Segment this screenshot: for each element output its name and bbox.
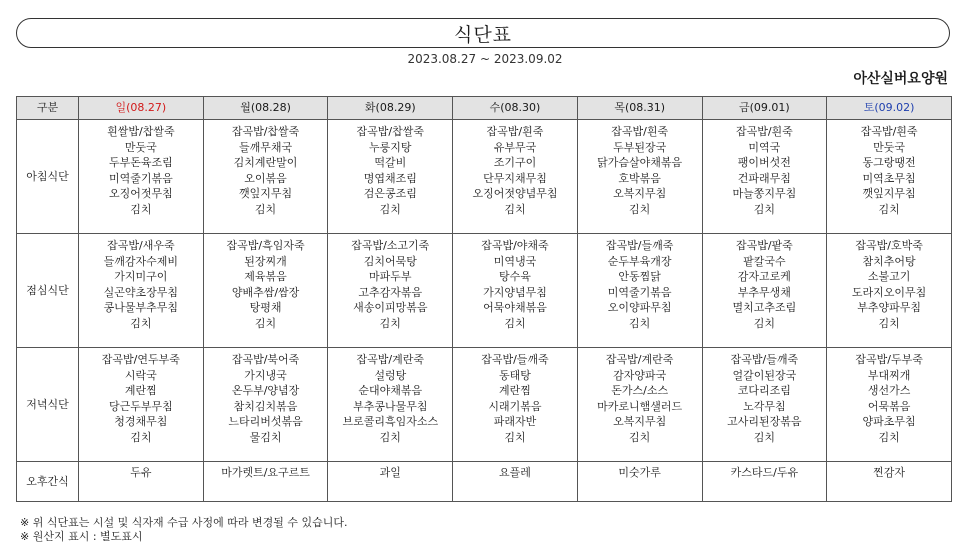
meal-label: 점심식단	[17, 234, 79, 348]
menu-item: 오이볶음	[244, 171, 287, 185]
menu-item: 잡곡밥/두부죽	[855, 353, 923, 366]
snack-cell: 카스타드/두유	[702, 462, 827, 502]
menu-item: 잡곡밥/들깨죽	[730, 353, 799, 366]
menu-cell	[453, 348, 578, 462]
menu-item: 김치	[130, 202, 152, 216]
menu-item: 탕수육	[499, 270, 531, 283]
menu-item: 잡곡밥/계란죽	[356, 353, 424, 366]
menu-item: 김치	[878, 316, 900, 330]
menu-cell	[577, 348, 702, 462]
header-row	[17, 97, 952, 120]
snack-cell: 미숫가루	[577, 462, 702, 502]
menu-item: 깻잎지무침	[238, 187, 293, 200]
menu-item: 안동찜닭	[618, 270, 661, 283]
menu-cell	[702, 234, 827, 348]
menu-item: 양배추쌈/쌈장	[231, 285, 300, 299]
menu-cell	[827, 348, 952, 462]
meal-row	[17, 120, 952, 234]
menu-item: 어묵야채볶음	[483, 301, 547, 314]
menu-item: 누룽지탕	[369, 140, 412, 154]
menu-cell	[827, 234, 952, 348]
menu-item: 시락국	[124, 368, 157, 382]
note-change: ※ 위 식단표는 시설 및 식자재 수급 사정에 따라 변경될 수 있습니다.	[20, 516, 348, 529]
menu-cell	[827, 120, 952, 234]
menu-item: 잡곡밥/야채죽	[481, 239, 549, 252]
menu-item: 잡곡밥/호박죽	[855, 239, 923, 252]
menu-item: 새송이피망볶음	[353, 301, 428, 314]
menu-item: 청경채무침	[114, 415, 168, 428]
menu-item: 김치	[753, 430, 775, 444]
menu-item: 오징어젓무침	[108, 187, 173, 200]
menu-item: 고사리된장볶음	[727, 415, 802, 428]
menu-item: 두부된장국	[613, 140, 667, 154]
menu-cell	[203, 348, 328, 462]
menu-cell	[79, 120, 204, 234]
menu-item: 김치	[504, 316, 526, 330]
menu-item: 김치	[254, 316, 277, 330]
menu-item: 오복지무침	[613, 187, 667, 200]
menu-item: 부대찌개	[867, 368, 911, 382]
menu-item: 미역초무침	[862, 171, 916, 185]
menu-item: 소불고기	[867, 270, 911, 283]
menu-item: 가지미구이	[114, 270, 168, 283]
menu-item: 김치	[878, 202, 900, 216]
menu-item: 부추양파무침	[857, 301, 921, 314]
day-header: 월(08.28)	[203, 97, 328, 120]
day-header: 일(08.27)	[79, 97, 204, 120]
menu-item: 생선가스	[867, 384, 911, 397]
snack-row	[17, 462, 952, 502]
menu-item: 호박볶음	[618, 171, 661, 185]
menu-item: 어묵볶음	[867, 399, 911, 413]
menu-item: 얼갈이된장국	[732, 368, 797, 382]
menu-cell	[79, 234, 204, 348]
menu-item: 들깨무채국	[238, 140, 293, 154]
menu-item: 미역국	[748, 140, 781, 154]
menu-item: 순대야채볶음	[358, 384, 423, 397]
menu-cell	[79, 348, 204, 462]
menu-cell	[577, 120, 702, 234]
menu-item: 물김치	[249, 430, 282, 444]
menu-item: 들깨감자수제비	[103, 254, 179, 268]
menu-item: 김치	[130, 316, 152, 330]
menu-item: 된장찌개	[244, 254, 287, 268]
menu-item: 명엽채조림	[363, 171, 417, 185]
snack-cell: 과일	[328, 462, 453, 502]
day-header: 수(08.30)	[453, 97, 578, 120]
meal-label: 아침식단	[17, 120, 79, 234]
menu-item: 잡곡밥/소고기죽	[351, 239, 430, 252]
day-header: 목(08.31)	[577, 97, 702, 120]
menu-item: 당근두부무침	[108, 399, 173, 413]
note-origin: ※ 원산지 표시 : 별도표시	[20, 530, 143, 543]
menu-cell	[328, 234, 453, 348]
menu-cell	[328, 348, 453, 462]
menu-cell	[453, 120, 578, 234]
menu-item: 탕평채	[249, 301, 282, 314]
day-header: 토(09.02)	[827, 97, 952, 120]
menu-item: 유부무국	[493, 140, 537, 154]
menu-cell	[203, 234, 328, 348]
menu-item: 부추무생채	[737, 285, 791, 299]
menu-item: 잡곡밥/계란죽	[605, 353, 674, 366]
menu-item: 돈가스/소스	[611, 384, 669, 397]
menu-item: 김치	[379, 316, 401, 330]
menu-item: 김치	[878, 430, 900, 444]
menu-item: 깻잎지무침	[862, 187, 916, 200]
menu-cell	[453, 234, 578, 348]
menu-title-box	[16, 18, 950, 48]
meal-row	[17, 234, 952, 348]
menu-item: 잡곡밥/들깨죽	[481, 353, 549, 366]
menu-item: 감자양파국	[613, 368, 667, 382]
snack-cell: 찐감자	[827, 462, 952, 502]
menu-cell	[203, 120, 328, 234]
corner-label: 구분	[17, 97, 79, 120]
menu-item: 양파초무침	[862, 415, 916, 428]
menu-item: 도라지오이무침	[851, 285, 927, 299]
menu-item: 실곤약초장무침	[103, 285, 179, 299]
menu-item: 제육볶음	[244, 270, 287, 283]
menu-item: 잡곡밥/새우죽	[107, 239, 175, 252]
day-header: 화(08.29)	[328, 97, 453, 120]
menu-item: 온두부/양념장	[231, 384, 300, 397]
menu-item: 동그랑땡전	[862, 156, 916, 169]
menu-item: 가지냉국	[244, 368, 287, 382]
menu-item: 만둣국	[873, 140, 906, 154]
menu-item: 노각무침	[743, 399, 786, 413]
menu-item: 잡곡밥/흰죽	[860, 125, 918, 138]
menu-item: 마파두부	[369, 270, 412, 283]
menu-item: 잡곡밥/흰죽	[735, 125, 793, 138]
menu-item: 오징어젓양념무침	[472, 187, 558, 200]
menu-item: 건파래무침	[737, 171, 791, 185]
menu-item: 김치어묵탕	[363, 254, 417, 268]
menu-item: 김치	[379, 430, 401, 444]
menu-item: 잡곡밥/찹쌀죽	[356, 125, 424, 138]
day-header: 금(09.01)	[702, 97, 827, 120]
menu-item: 미역줄기볶음	[607, 285, 672, 299]
menu-item: 김치	[753, 316, 775, 330]
menu-item: 김치	[753, 202, 775, 216]
menu-item: 콩나물부추무침	[103, 301, 179, 314]
menu-item: 멸치고추조림	[732, 301, 797, 314]
menu-item: 동태탕	[499, 368, 531, 382]
menu-item: 만둣국	[124, 140, 157, 154]
menu-item: 잡곡밥/연두부죽	[101, 353, 180, 366]
menu-item: 느타리버섯볶음	[228, 415, 303, 428]
menu-item: 오이양파무침	[607, 301, 672, 314]
menu-item: 시래기볶음	[488, 399, 542, 413]
menu-item: 닭가슴살야채볶음	[597, 156, 683, 169]
menu-item: 파래자반	[493, 415, 537, 428]
menu-item: 팽이버섯전	[737, 156, 791, 169]
menu-item: 검은콩조림	[363, 187, 417, 200]
menu-item: 오복지무침	[613, 415, 667, 428]
menu-item: 고추감자볶음	[358, 285, 423, 299]
menu-item: 잡곡밥/흑임자죽	[226, 239, 305, 252]
menu-item: 잡곡밥/들깨죽	[605, 239, 674, 252]
menu-item: 떡갈비	[374, 156, 407, 169]
menu-cell	[702, 120, 827, 234]
menu-item: 마카로니햄샐러드	[597, 399, 683, 413]
page-title: 식단표	[453, 23, 513, 46]
menu-item: 계란찜	[124, 384, 157, 397]
menu-cell	[328, 120, 453, 234]
menu-item: 감자고로케	[737, 270, 791, 283]
menu-item: 김치	[504, 430, 526, 444]
snack-label: 오후간식	[17, 462, 79, 502]
menu-item: 참치추어탕	[862, 254, 916, 268]
menu-item: 두부돈육조림	[108, 156, 173, 169]
meal-label: 저녁식단	[17, 348, 79, 462]
menu-item: 김치계란말이	[233, 156, 298, 169]
notes	[20, 516, 347, 544]
menu-item: 순두부육개장	[607, 254, 672, 268]
menu-item: 미역줄기볶음	[108, 171, 173, 185]
snack-cell: 요플레	[453, 462, 578, 502]
menu-item: 미역냉국	[493, 254, 537, 268]
menu-item: 김치	[629, 316, 651, 330]
meal-table	[16, 96, 952, 502]
snack-cell: 마가렛트/요구르트	[203, 462, 328, 502]
menu-item: 팥칼국수	[743, 254, 786, 268]
menu-item: 잡곡밥/북어죽	[231, 353, 300, 366]
menu-item: 브로콜리흑임자소스	[342, 415, 439, 428]
facility-name: 아산실버요양원	[853, 71, 948, 87]
menu-item: 참치김치볶음	[233, 399, 298, 413]
menu-item: 마늘쫑지무침	[732, 187, 797, 200]
menu-item: 잡곡밥/팥죽	[735, 239, 793, 252]
menu-item: 계란찜	[499, 384, 531, 397]
menu-item: 김치	[629, 202, 651, 216]
menu-item: 김치	[379, 202, 401, 216]
menu-item: 잡곡밥/흰죽	[486, 125, 544, 138]
menu-item: 조기구이	[493, 156, 537, 169]
menu-item: 김치	[130, 430, 152, 444]
menu-item: 김치	[254, 202, 277, 216]
menu-cell	[702, 348, 827, 462]
snack-cell: 두유	[79, 462, 204, 502]
menu-item: 잡곡밥/흰죽	[611, 125, 669, 138]
menu-item: 흰쌀밥/찹쌀죽	[107, 125, 175, 138]
menu-item: 김치	[629, 430, 651, 444]
menu-item: 가지양념무침	[483, 285, 547, 299]
meal-row	[17, 348, 952, 462]
date-range: 2023.08.27 ~ 2023.09.02	[407, 52, 563, 66]
menu-item: 코다리조림	[737, 384, 791, 397]
menu-item: 잡곡밥/찹쌀죽	[231, 125, 300, 138]
menu-item: 김치	[504, 202, 526, 216]
menu-cell	[577, 234, 702, 348]
menu-item: 부추콩나물무침	[353, 399, 428, 413]
menu-item: 설렁탕	[374, 368, 407, 382]
menu-item: 단무지채무침	[483, 171, 547, 185]
